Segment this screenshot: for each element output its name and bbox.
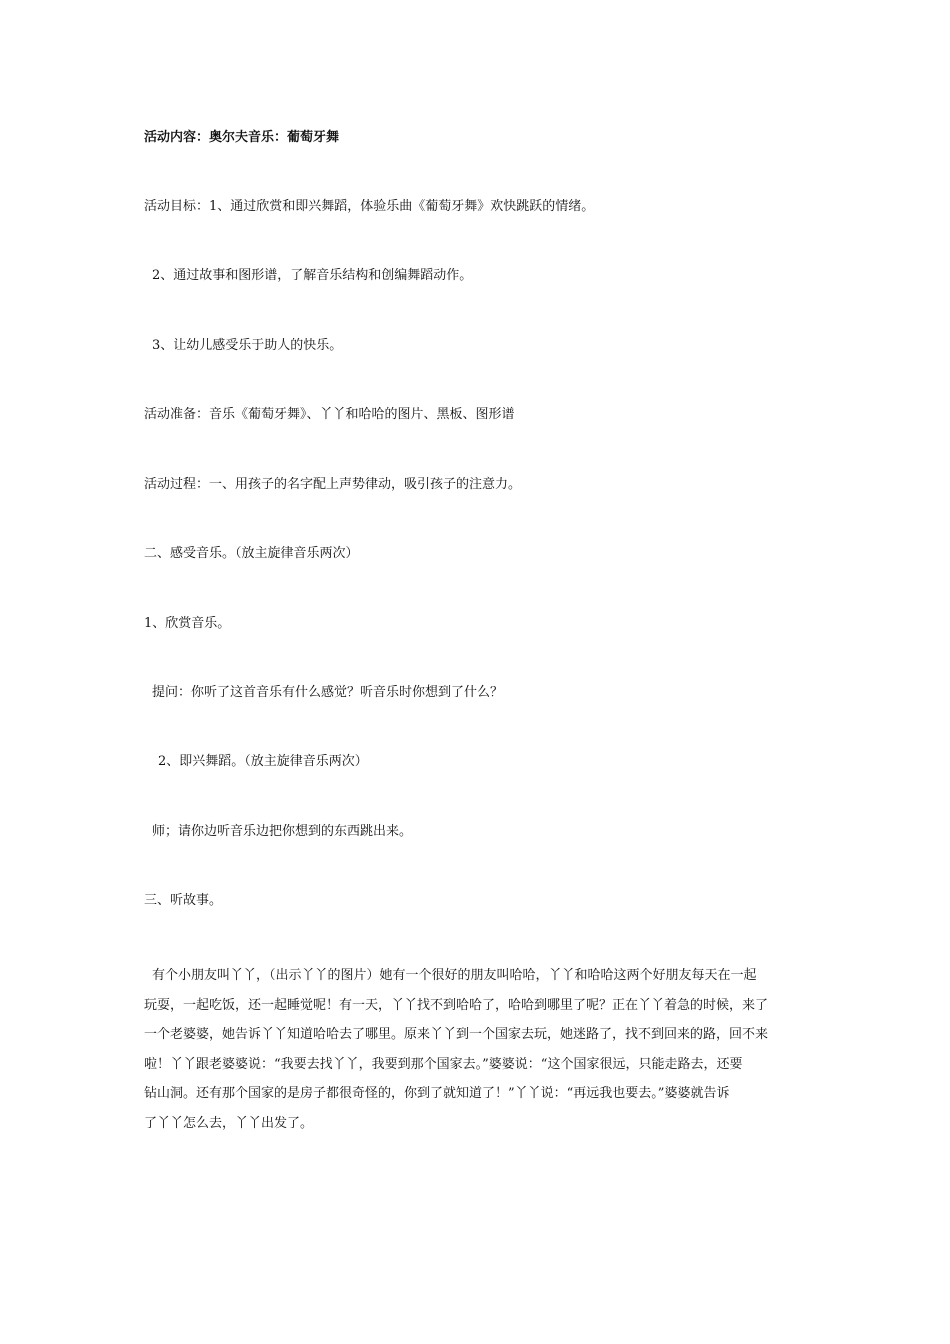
goal-1: 活动目标：1、通过欣赏和即兴舞蹈，体验乐曲《葡萄牙舞》欢快跳跃的情绪。 [144, 199, 595, 214]
story-line: 有个小朋友叫丫丫，（出示丫丫的图片）她有一个很好的朋友叫哈哈，丫丫和哈哈这两个好朋友每天在一起 [152, 968, 757, 983]
story-line: 啦！丫丫跟老婆婆说：“我要去找丫丫，我要到那个国家去。”婆婆说：“这个国家很远，只能走路去，还要 [144, 1056, 743, 1072]
goal-3: 3、让幼儿感受乐于助人的快乐。 [152, 338, 343, 353]
section-three: 三、听故事。 [144, 893, 223, 908]
section-two: 二、感受音乐。（放主旋律音乐两次） [144, 546, 359, 561]
step-two: 2、即兴舞蹈。（放主旋律音乐两次） [158, 754, 368, 769]
story-line: 钻山洞。还有那个国家的是房子都很奇怪的，你到了就知道了！”丫丫说：“再远我也要去。”婆婆就告诉 [144, 1086, 730, 1101]
goal-2: 2、通过故事和图形谱，了解音乐结构和创编舞蹈动作。 [152, 268, 473, 283]
process-intro: 活动过程：一、用孩子的名字配上声势律动，吸引孩子的注意力。 [144, 477, 522, 492]
story-paragraph [144, 961, 810, 1138]
preparation: 活动准备：音乐《葡萄牙舞》、丫丫和哈哈的图片、黑板、图形谱 [144, 407, 515, 422]
story-line: 了丫丫怎么去，丫丫出发了。 [144, 1115, 314, 1131]
story-line: 玩耍，一起吃饭，还一起睡觉呢！有一天，丫丫找不到哈哈了，哈哈到哪里了呢？正在丫丫着急的时候，来了 [144, 997, 769, 1013]
document-title: 活动内容：奥尔夫音乐：葡萄牙舞 [144, 130, 340, 145]
story-line: 一个老婆婆，她告诉丫丫知道哈哈去了哪里。原来丫丫到一个国家去玩，她迷路了，找不到回来的路，回不来 [144, 1027, 769, 1042]
question: 提问：你听了这首音乐有什么感觉？听音乐时你想到了什么？ [152, 685, 504, 700]
teacher-instruction: 师；请你边听音乐边把你想到的东西跳出来。 [152, 824, 413, 839]
step-one: 1、欣赏音乐。 [144, 616, 231, 631]
